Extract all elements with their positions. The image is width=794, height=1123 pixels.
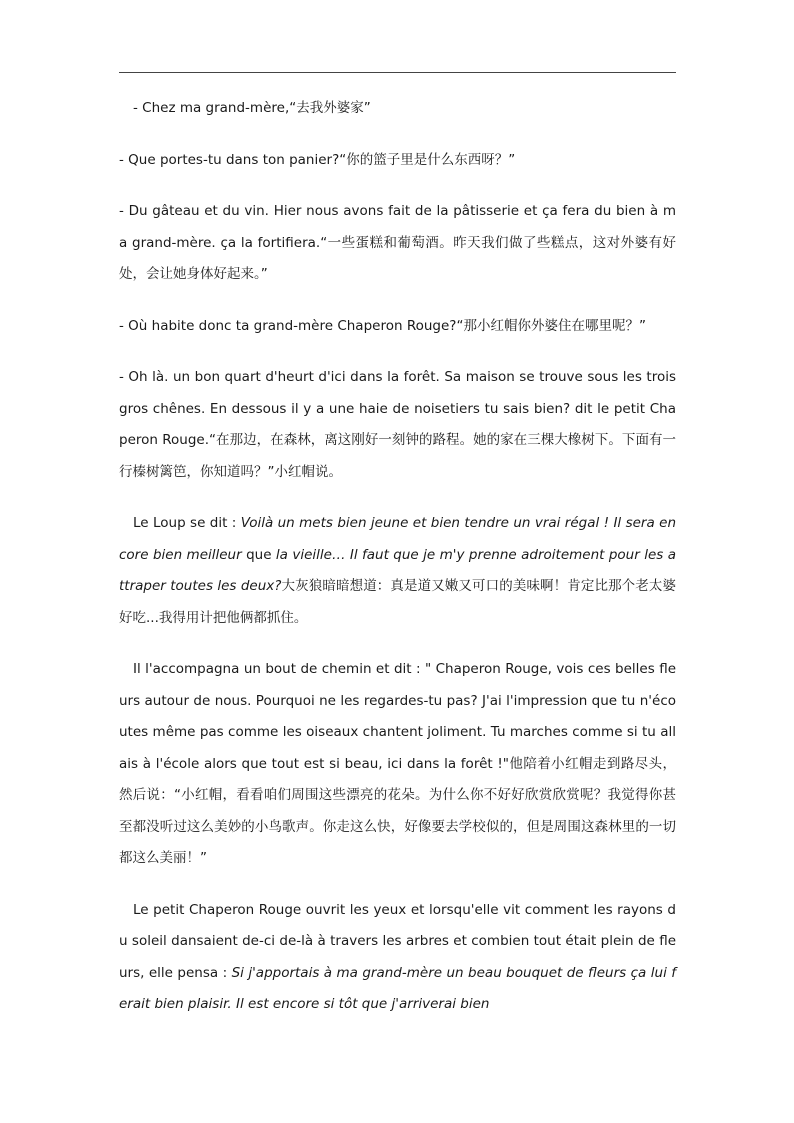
text-segment: que: [246, 546, 276, 563]
paragraph: [119, 508, 676, 634]
text-segment: - Où habite donc ta grand-mère Chaperon Rouge?“那小红帽你外婆住在哪里呢？”: [119, 317, 646, 334]
text-segment: - Du gâteau et du vin. Hier nous avons fait de la pâtisserie et ça fera du bien à ma grand-mère. ça la fortifiera.“一些蛋糕和葡萄酒。昨天我们做了些糕点，这对外婆有好处，会让她身体好起来。”: [119, 203, 676, 282]
italic-text-segment: la vieille… Il faut que je m'y prenne adroitement pour les attraper toutes les deux?: [119, 546, 676, 594]
paragraph: [119, 196, 676, 291]
italic-text-segment: Si j'apportais à ma grand-mère un beau bouquet de fleurs ça lui ferait bien plaisir. Il est encore si tôt que j'arriverai bien: [119, 964, 677, 1012]
paragraph: [119, 362, 676, 488]
text-segment: - Oh là. un bon quart d'heurt d'ici dans la forêt. Sa maison se trouve sous les trois gros chênes. En dessous il y a une haie de noisetiers tu sais bien? dit le petit Chaperon Rouge.“在那边，在森林，离这刚好一刻钟的路程。她的家在三棵大橡树下。下面有一行榛树篱笆，你知道吗？”小红帽说。: [119, 369, 676, 480]
italic-text-segment: Voilà un mets bien jeune et bien tendre un vrai régal ! Il sera encore bien meilleur: [119, 515, 676, 563]
paragraph: [119, 93, 676, 125]
text-segment: - Que portes-tu dans ton panier?“你的篮子里是什么东西呀？”: [119, 151, 516, 168]
paragraph: [119, 654, 676, 875]
text-segment: Le petit Chaperon Rouge ouvrit les yeux et lorsqu'elle vit comment les rayons du soleil dansaient de-ci de-là à travers les arbres et combien tout était plein de fleurs, elle pensa :: [119, 901, 676, 981]
paragraph: [119, 311, 676, 343]
document-body: [119, 93, 676, 1041]
header-rule: [119, 72, 676, 73]
text-segment: Le Loup se dit :: [133, 515, 241, 531]
text-segment: Il l'accompagna un bout de chemin et dit : " Chaperon Rouge, vois ces belles fleurs autour de nous. Pourquoi ne les regardes-tu pas? J'ai l'impression que tu n'écoutes même pas comme les oiseaux chantent joliment. Tu marches comme si tu allais à l'école alors que tout est si beau, ici dans la forêt !"他陪着小红帽走到路尽头，然后说：“小红帽，看看咱们周围这些漂亮的花朵。为什么你不好好欣赏欣赏呢？我觉得你甚至都没听过这么美妙的小鸟歌声。你走这么快，好像要去学校似的，但是周围这森林里的一切都这么美丽！”: [119, 661, 676, 866]
text-segment: - Chez ma grand-mère,“去我外婆家”: [133, 100, 371, 116]
paragraph: [119, 145, 676, 177]
paragraph: [119, 895, 676, 1021]
text-segment: 大灰狼暗暗想道：真是道又嫩又可口的美味啊！肯定比那个老太婆好吃...我得用计把他俩都抓住。: [119, 578, 676, 626]
